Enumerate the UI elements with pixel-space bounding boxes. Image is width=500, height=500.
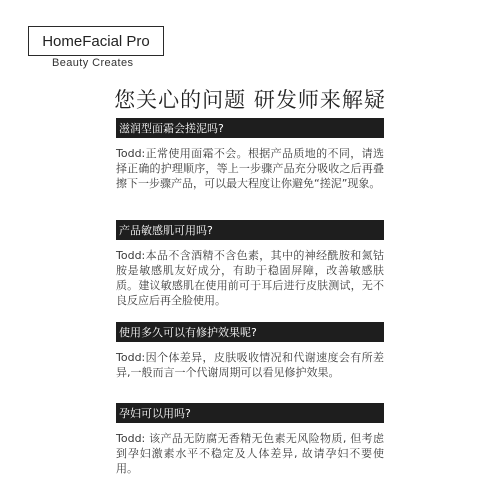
answer-text: Todd: 该产品无防腐无香精无色素无风险物质, 但考虑到孕妇激素水平不稳定及人体差异, 故请孕妇不要使用。 (116, 432, 384, 475)
question-bar (116, 403, 384, 423)
brand-tagline: Beauty Creates (52, 57, 134, 69)
question-text: 滋润型面霜会搓泥吗? (119, 122, 224, 135)
question-bar (116, 322, 384, 342)
page-title: 您关心的问题 研发师来解疑 (114, 88, 386, 112)
answer-text: Todd:本品不含酒精不含色素，其中的神经酰胺和氮钴胺是敏感肌友好成分，有助于稳固屏障，改善敏感肤质。建议敏感肌在使用前可于耳后进行皮肤测试，无不良反应后再全脸使用。 (116, 249, 384, 307)
question-text: 产品敏感肌可用吗? (119, 224, 213, 237)
qa-item (116, 403, 384, 476)
question-bar (116, 220, 384, 240)
qa-item (116, 220, 384, 308)
answer-text: Todd:因个体差异，皮肤吸收情况和代谢速度会有所差异,一般而言一个代谢周期可以看见修护效果。 (116, 351, 384, 379)
qa-item (116, 118, 384, 191)
question-text: 使用多久可以有修护效果呢? (119, 326, 257, 339)
question-bar (116, 118, 384, 138)
question-text: 孕妇可以用吗? (119, 407, 191, 420)
brand-logo-text: HomeFacial Pro (42, 32, 150, 50)
brand-logo (28, 26, 164, 56)
answer-text: Todd:正常使用面霜不会。根据产品质地的不同，请选择正确的护理顺序，等上一步骤产品充分吸收之后再叠擦下一步骤产品，可以最大程度让你避免“搓泥”现象。 (116, 147, 384, 190)
qa-item (116, 322, 384, 380)
